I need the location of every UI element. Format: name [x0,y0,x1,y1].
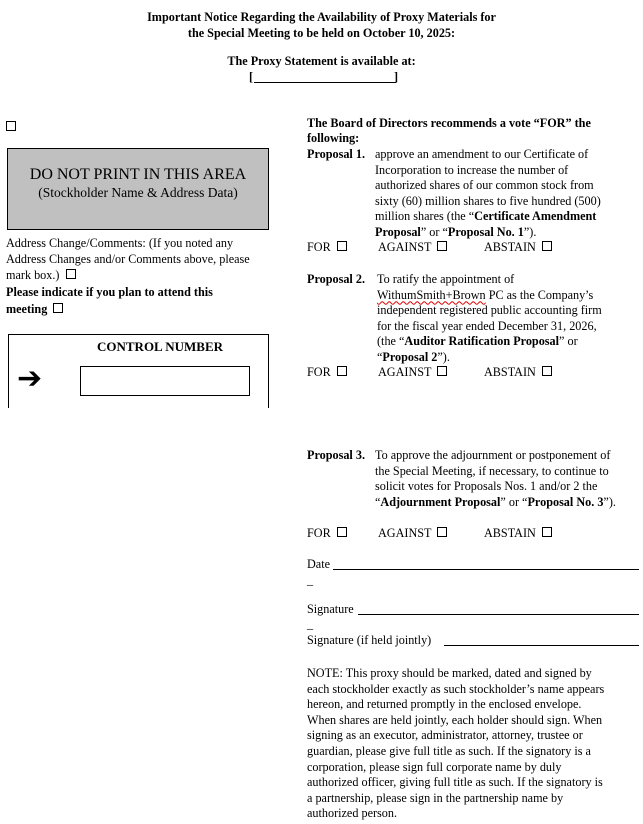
proposal-1-vote-row [307,240,643,256]
date-field[interactable] [307,557,639,573]
proposal-1-against-checkbox[interactable] [437,241,447,251]
date-line [333,569,639,570]
proposal-1-for-checkbox[interactable] [337,241,347,251]
proposal-2-vote-row [307,365,643,381]
address-change-line-2: Address Changes and/or Comments above, please [6,252,250,266]
vote-abstain-label: ABSTAIN [484,240,536,254]
address-change-line-1: Address Change/Comments: (If you noted any [6,236,234,250]
proposal-1 [307,147,643,240]
vote-against-label: AGAINST [378,365,432,379]
attend-block [6,284,213,318]
proposal-3-line-4a: “ [375,494,381,509]
proposal-1-for[interactable] [307,240,347,255]
control-number-input[interactable] [80,366,250,396]
proposal-2-line-5b: Auditor Ratification Proposal [404,334,560,348]
proposal-2-line-2b: PC as the Company’s [485,287,594,302]
proposal-1-line-3: authorized shares of our common stock from [375,178,594,192]
proposal-1-against[interactable] [378,240,447,255]
proposal-1-line-6a: Proposal [375,224,421,239]
proposal-2-for[interactable] [307,365,347,380]
vote-abstain-label: ABSTAIN [484,365,536,379]
proposal-1-line-6c: Proposal No. 1 [447,224,524,239]
notice-header-line-2: the Special Meeting to be held on October 10, 2025: [187,26,456,40]
signature-field[interactable] [307,602,639,618]
arrow-right-icon: ➔ [17,362,43,395]
proposal-2-abstain[interactable] [484,365,552,380]
board-recommendation-line-2: following: [307,131,360,145]
notice-header-line-1: Important Notice Regarding the Availability of Proxy Materials for [147,10,496,24]
proposal-3-label: Proposal 3. [307,448,366,462]
address-change-line-3: mark box.) [6,268,60,282]
note-line-7: corporation, please sign full corporate name by duly [307,759,562,774]
proposal-3-against-checkbox[interactable] [437,527,447,537]
proposal-3-line-4e: ”). [603,494,616,509]
vote-for-label: FOR [307,526,331,540]
note-line-3: hereon, and returned promptly in the enclosed envelope. [307,697,582,712]
proposal-2-line-4: for the fiscal year ended December 31, 2026, [377,318,597,333]
proposal-1-abstain-checkbox[interactable] [542,241,552,251]
vote-for-label: FOR [307,365,331,379]
date-label: Date [307,557,331,571]
vote-abstain-label: ABSTAIN [484,526,536,540]
url-bracket-close: ] [394,70,399,84]
proposal-2-label: Proposal 2. [307,272,366,286]
proposal-3-against[interactable] [378,526,447,541]
note-line-8: authorized officer, giving full title as such. If the signatory is [307,775,603,790]
board-recommendation [307,116,591,146]
notice-header [0,9,643,41]
url-underline [254,82,396,83]
attend-line-1: Please indicate if you plan to attend this [6,285,213,299]
left-checkbox[interactable] [6,121,16,131]
proposal-3-line-4b: Adjournment Proposal [380,494,501,509]
address-change-block [6,235,281,283]
proposal-1-label: Proposal 1. [307,147,366,161]
proposal-1-line-6b: ” or “ [420,224,448,239]
proposal-3-abstain-checkbox[interactable] [542,527,552,537]
proposal-2-abstain-checkbox[interactable] [542,366,552,376]
proposal-3-abstain[interactable] [484,526,552,541]
proposal-3-line-1: To approve the adjournment or postponement of [375,448,611,462]
proposal-3-vote-row [307,526,643,542]
proposal-1-line-2: Incorporation to increase the number of [375,162,569,177]
address-change-checkbox[interactable] [66,269,76,279]
attend-checkbox[interactable] [53,303,63,313]
proposal-1-line-1: approve an amendment to our Certificate of [375,147,589,161]
proposal-1-line-6d: ”). [523,224,537,239]
proposal-2 [307,272,643,365]
joint-signature-field[interactable] [307,633,639,649]
note-line-4: When shares are held jointly, each holder should sign. When [307,712,603,727]
proposal-3-for-checkbox[interactable] [337,527,347,537]
note-line-9: a partnership, please sign in the partnership name by [307,790,564,805]
note-line-5: signing as an executor, administrator, attorney, trustee or [307,728,583,743]
control-number-label: CONTROL NUMBER [97,339,224,354]
note-line-6: guardian, please give full title as such. If the signatory is a [307,743,591,758]
do-not-print-title: DO NOT PRINT IN THIS AREA [29,166,247,183]
proposal-3-line-2: the Special Meeting, if necessary, to continue to [375,463,609,478]
proposal-2-against-checkbox[interactable] [437,366,447,376]
proposal-2-line-6a: “ [377,349,383,364]
proposal-2-line-6b: Proposal 2 [382,349,438,364]
proposal-1-line-5b: Certificate Amendment [474,209,597,223]
proposal-1-abstain[interactable] [484,240,552,255]
signature-line [358,614,639,615]
url-bracket-open: [ [249,70,254,84]
proposal-2-for-checkbox[interactable] [337,366,347,376]
note-line-2: each stockholder exactly as such stockholder’s name appears [307,681,605,696]
proposal-3-line-4d: Proposal No. 3 [527,494,604,509]
do-not-print-area [7,148,269,230]
proposal-2-line-1: To ratify the appointment of [377,272,515,286]
note-line-10: authorized person. [307,806,398,821]
proposal-2-line-5a: (the “ [377,334,405,348]
proposal-2-line-5c: ” or [559,334,578,348]
proposal-1-line-4: sixty (60) million shares to five hundred (500) [375,193,601,208]
vote-against-label: AGAINST [378,526,432,540]
board-recommendation-line-1: The Board of Directors recommends a vote “FOR” the [307,116,591,130]
note-block [307,666,643,822]
do-not-print-subtitle: (Stockholder Name & Address Data) [38,185,238,200]
date-dash: _ [307,573,314,587]
vote-for-label: FOR [307,240,331,254]
proposal-3-line-4c: ” or “ [500,494,528,509]
proposal-2-firm-name: WithumSmith+Brown [377,287,486,302]
proxy-available-text: The Proxy Statement is available at: [227,54,416,68]
proposal-2-line-3: independent registered public accounting firm [377,303,602,317]
proposal-1-line-5a: million shares (the “ [375,209,475,223]
proposal-2-line-6c: ”). [437,349,450,364]
proxy-url-field[interactable] [249,70,399,86]
note-line-1: NOTE: This proxy should be marked, dated and signed by [307,666,592,680]
proposal-3-line-3: solicit votes for Proposals Nos. 1 and/or 2 the [375,479,598,493]
proposal-3 [307,448,643,510]
control-number-box [8,334,269,408]
joint-signature-label: Signature (if held jointly) [307,633,432,647]
proposal-3-for[interactable] [307,526,347,541]
vote-against-label: AGAINST [378,240,432,254]
proposal-2-against[interactable] [378,365,447,380]
signature-label: Signature [307,602,354,616]
signature-dash: _ [307,617,314,631]
joint-signature-line [444,645,639,646]
attend-line-2: meeting [6,302,48,316]
